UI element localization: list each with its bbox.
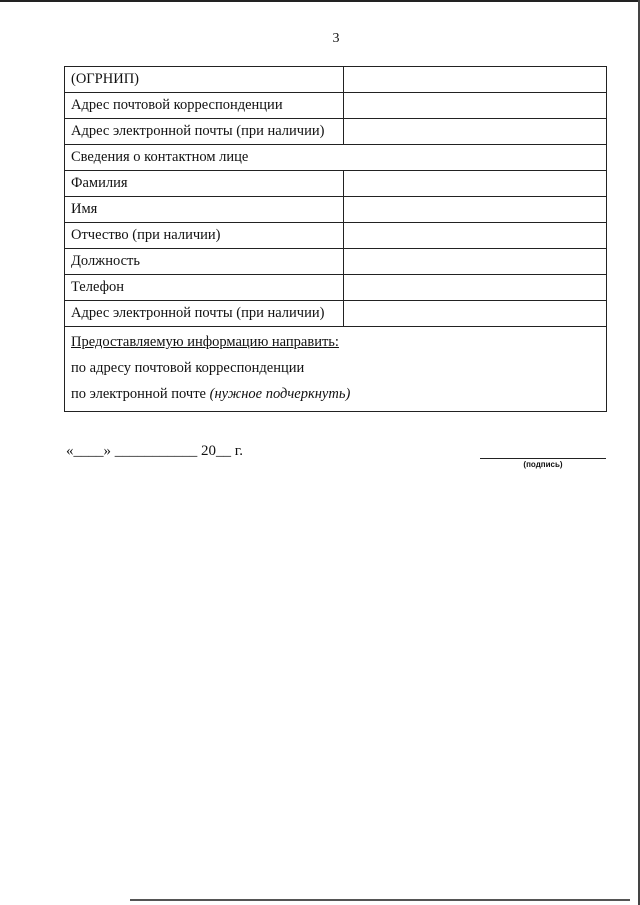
signature-caption: (подпись) [523, 460, 563, 469]
table-row [65, 93, 607, 119]
table-row [65, 275, 607, 301]
phone-field[interactable] [343, 275, 606, 301]
email-label: Адрес электронной почты (при наличии) [65, 119, 344, 145]
surname-field[interactable] [343, 171, 606, 197]
patronymic-field[interactable] [343, 223, 606, 249]
delivery-method-header: Предоставляемую информацию направить: [71, 334, 339, 350]
contact-email-field[interactable] [343, 301, 606, 327]
contact-info-table [64, 66, 607, 412]
delivery-option-post[interactable]: по адресу почтовой корреспонденции [71, 360, 305, 376]
phone-label: Телефон [65, 275, 344, 301]
delivery-option-email[interactable] [71, 381, 600, 407]
email-field[interactable] [343, 119, 606, 145]
table-row [65, 67, 607, 93]
date-day-blank[interactable]: ____ [73, 443, 104, 459]
first-name-field[interactable] [343, 197, 606, 223]
table-row [65, 119, 607, 145]
position-field[interactable] [343, 249, 606, 275]
table-row [65, 145, 607, 171]
delivery-option-email-text: по электронной почте [71, 386, 206, 402]
delivery-method-cell [65, 327, 607, 412]
date-year-blank[interactable]: __ [216, 443, 231, 459]
date-line [66, 443, 243, 460]
page-top-edge [0, 0, 640, 2]
date-year-suffix: г. [234, 443, 243, 459]
patronymic-label: Отчество (при наличии) [65, 223, 344, 249]
delivery-option-note: (нужное подчеркнуть) [209, 386, 351, 402]
postal-address-label: Адрес почтовой корреспонденции [65, 93, 344, 119]
postal-address-field[interactable] [343, 93, 606, 119]
contact-email-label: Адрес электронной почты (при наличии) [65, 301, 344, 327]
page-number: 3 [332, 31, 340, 46]
date-year-prefix: 20 [201, 443, 216, 459]
surname-label: Фамилия [65, 171, 344, 197]
signature-line[interactable] [480, 458, 606, 459]
date-open-quote: « [66, 443, 74, 459]
table-row [65, 327, 607, 412]
ogrnip-value-field[interactable] [343, 67, 606, 93]
position-label: Должность [65, 249, 344, 275]
table-row [65, 301, 607, 327]
date-month-blank[interactable]: ___________ [114, 443, 198, 459]
date-close-quote: » [103, 443, 111, 459]
contact-person-section-header: Сведения о контактном лице [65, 145, 607, 171]
table-row [65, 249, 607, 275]
table-row [65, 171, 607, 197]
first-name-label: Имя [65, 197, 344, 223]
table-row [65, 197, 607, 223]
table-row [65, 223, 607, 249]
page-bottom-edge [130, 899, 630, 901]
ogrnip-label: (ОГРНИП) [65, 67, 344, 93]
